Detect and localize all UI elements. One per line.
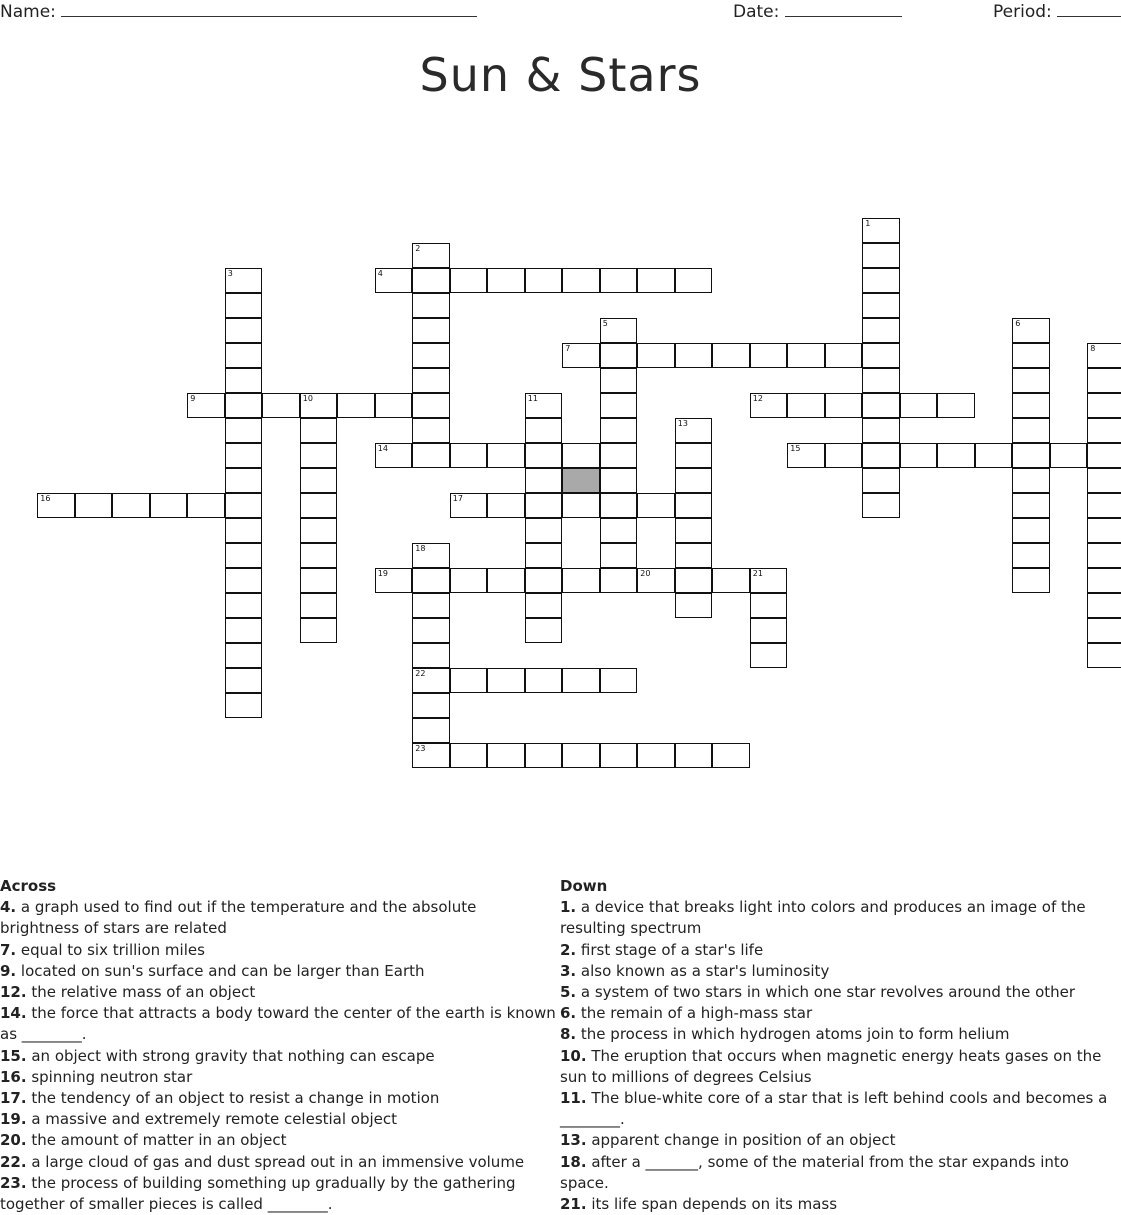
- grid-cell[interactable]: [37, 493, 75, 518]
- grid-cell[interactable]: [675, 518, 713, 543]
- across-clue: [0, 1003, 560, 1045]
- grid-cell[interactable]: [562, 668, 600, 693]
- clue-text: also known as a star's luminosity: [576, 961, 830, 980]
- clue-text: the remain of a high-mass star: [576, 1004, 813, 1023]
- grid-cell[interactable]: [1012, 393, 1050, 418]
- grid-cell[interactable]: [525, 518, 563, 543]
- clue-number-label: 4.: [0, 898, 17, 917]
- clue-number-label: 6.: [560, 1004, 577, 1023]
- down-clue: [560, 982, 1120, 1003]
- clue-number-label: 17.: [0, 1089, 27, 1108]
- grid-cell[interactable]: [225, 418, 263, 443]
- grid-cell[interactable]: [225, 443, 263, 468]
- grid-cell[interactable]: [412, 443, 450, 468]
- clue-number-label: 5.: [560, 983, 577, 1002]
- grid-cell[interactable]: [487, 493, 525, 518]
- grid-cell[interactable]: [75, 493, 113, 518]
- clue-number-label: 13.: [560, 1131, 587, 1150]
- grid-cell[interactable]: [525, 568, 563, 593]
- grid-cell[interactable]: [300, 493, 338, 518]
- down-clue: [560, 1194, 1120, 1215]
- grid-cell[interactable]: [862, 418, 900, 443]
- grid-cell[interactable]: [450, 268, 488, 293]
- clue-number: 20: [640, 569, 651, 579]
- grid-cell[interactable]: [225, 368, 263, 393]
- grid-cell[interactable]: [1087, 568, 1121, 593]
- grid-cell[interactable]: [225, 518, 263, 543]
- clue-text: the process in which hydrogen atoms join to form helium: [576, 1025, 1010, 1044]
- across-clue: [0, 1067, 560, 1088]
- grid-cell[interactable]: [675, 493, 713, 518]
- page-title: Sun & Stars: [419, 48, 702, 102]
- clue-text: equal to six trillion miles: [16, 940, 205, 959]
- clue-number-label: 16.: [0, 1067, 27, 1086]
- grid-cell[interactable]: [1087, 493, 1121, 518]
- clue-number-label: 20.: [0, 1131, 27, 1150]
- grid-cell[interactable]: [862, 218, 900, 243]
- grid-cell[interactable]: [300, 418, 338, 443]
- grid-cell[interactable]: [225, 293, 263, 318]
- grid-cell[interactable]: [937, 393, 975, 418]
- grid-cell[interactable]: [300, 468, 338, 493]
- clue-number-label: 15.: [0, 1046, 27, 1065]
- grid-cell[interactable]: [1087, 618, 1121, 643]
- grid-cell[interactable]: [300, 518, 338, 543]
- across-clue: [0, 982, 560, 1003]
- clue-number: 12: [752, 394, 763, 404]
- grid-cell[interactable]: [150, 493, 188, 518]
- grid-cell[interactable]: [487, 668, 525, 693]
- grid-cell[interactable]: [862, 268, 900, 293]
- grid-cell[interactable]: [300, 618, 338, 643]
- grid-cell[interactable]: [562, 743, 600, 768]
- clue-number-label: 19.: [0, 1110, 27, 1129]
- clue-text: a system of two stars in which one star revolves around the other: [576, 983, 1076, 1002]
- grid-cell[interactable]: [825, 393, 863, 418]
- down-list: [560, 897, 1120, 1215]
- grid-cell[interactable]: [412, 268, 450, 293]
- grid-cell[interactable]: [750, 618, 788, 643]
- clue-text: the process of building something up gradually by the gathering together of smaller pieces is called ________.: [0, 1173, 516, 1214]
- grid-cell[interactable]: [525, 493, 563, 518]
- grid-cell[interactable]: [600, 468, 638, 493]
- clue-text: a graph used to find out if the temperature and the absolute brightness of stars are related: [0, 898, 477, 938]
- across-clue: [0, 1152, 560, 1173]
- grid-cell[interactable]: [412, 743, 450, 768]
- grid-cell[interactable]: [562, 343, 600, 368]
- grid-cell[interactable]: [637, 743, 675, 768]
- clue-number-label: 2.: [560, 940, 577, 959]
- across-list: [0, 897, 560, 1215]
- grid-cell[interactable]: [787, 393, 825, 418]
- grid-cell[interactable]: [825, 343, 863, 368]
- grid-cell[interactable]: [1087, 368, 1121, 393]
- clue-text: The blue-white core of a star that is left behind cools and becomes a ________.: [560, 1089, 1108, 1129]
- grid-cell[interactable]: [862, 443, 900, 468]
- clue-text: the tendency of an object to resist a change in motion: [26, 1089, 440, 1108]
- clue-number-label: 11.: [560, 1089, 587, 1108]
- grid-cell[interactable]: [1012, 468, 1050, 493]
- clue-text: the force that attracts a body toward the center of the earth is known as ________.: [0, 1004, 556, 1044]
- across-heading: Across: [0, 877, 57, 895]
- grid-cell[interactable]: [337, 393, 375, 418]
- grid-cell[interactable]: [375, 393, 413, 418]
- grid-cell[interactable]: [862, 468, 900, 493]
- grid-cell[interactable]: [1012, 418, 1050, 443]
- across-clue: [0, 1130, 560, 1151]
- grid-cell[interactable]: [600, 418, 638, 443]
- clue-text: a device that breaks light into colors and produces an image of the resulting spectrum: [560, 898, 1086, 938]
- grid-cell[interactable]: [525, 593, 563, 618]
- clue-number: 6: [1015, 319, 1021, 329]
- grid-cell[interactable]: [450, 568, 488, 593]
- down-clues: [560, 876, 1120, 1215]
- grid-cell[interactable]: [225, 593, 263, 618]
- grid-cell[interactable]: [862, 393, 900, 418]
- grid-cell[interactable]: [862, 493, 900, 518]
- clue-number: 10: [302, 394, 313, 404]
- grid-cell[interactable]: [225, 568, 263, 593]
- grid-cell[interactable]: [262, 393, 300, 418]
- grid-cell[interactable]: [487, 268, 525, 293]
- grid-cell[interactable]: [525, 468, 563, 493]
- clue-number-label: 7.: [0, 940, 17, 959]
- grid-cell[interactable]: [525, 443, 563, 468]
- clue-text: its life span depends on its mass: [586, 1195, 838, 1214]
- clue-text: the amount of matter in an object: [26, 1131, 287, 1150]
- clue-number-label: 12.: [0, 983, 27, 1002]
- grid-cell[interactable]: [1087, 543, 1121, 568]
- grid-cell[interactable]: [412, 343, 450, 368]
- across-clue: [0, 940, 560, 961]
- grid-cell[interactable]: [412, 568, 450, 593]
- grid-cell[interactable]: [562, 268, 600, 293]
- grid-cell[interactable]: [412, 618, 450, 643]
- grid-cell[interactable]: [1012, 568, 1050, 593]
- clue-number-label: 1.: [560, 898, 577, 917]
- clue-number: 22: [415, 669, 426, 679]
- grid-cell[interactable]: [600, 518, 638, 543]
- grid-cell[interactable]: [1012, 518, 1050, 543]
- clue-text: the relative mass of an object: [26, 983, 256, 1002]
- grid-cell[interactable]: [637, 268, 675, 293]
- clue-number-label: 10.: [560, 1046, 587, 1065]
- grid-cell[interactable]: [412, 643, 450, 668]
- clue-number: 11: [527, 394, 538, 404]
- clue-text: The eruption that occurs when magnetic energy heats gases on the sun to millions of degrees Celsius: [560, 1046, 1102, 1086]
- grid-cell[interactable]: [525, 618, 563, 643]
- grid-cell[interactable]: [412, 243, 450, 268]
- grid-cell[interactable]: [600, 543, 638, 568]
- grid-cell[interactable]: [1087, 443, 1121, 468]
- grid-cell[interactable]: [1012, 543, 1050, 568]
- grid-cell[interactable]: [487, 443, 525, 468]
- grid-cell[interactable]: [750, 393, 788, 418]
- grid-cell[interactable]: [412, 543, 450, 568]
- grid-cell[interactable]: [412, 718, 450, 743]
- grid-cell[interactable]: [712, 568, 750, 593]
- grid-cell[interactable]: [525, 393, 563, 418]
- grid-cell[interactable]: [712, 343, 750, 368]
- grid-cell[interactable]: [675, 543, 713, 568]
- down-clue: [560, 1088, 1120, 1130]
- grid-cell[interactable]: [600, 493, 638, 518]
- clue-number: 9: [190, 394, 196, 404]
- grid-cell[interactable]: [375, 443, 413, 468]
- grid-cell[interactable]: [1087, 418, 1121, 443]
- grid-cell[interactable]: [675, 268, 713, 293]
- grid-cell[interactable]: [600, 393, 638, 418]
- grid-cell[interactable]: [225, 543, 263, 568]
- down-clue: [560, 1152, 1120, 1194]
- clue-number: 7: [565, 344, 571, 354]
- grid-cell[interactable]: [412, 693, 450, 718]
- clue-text: after a _______, some of the material from the star expands into space.: [560, 1152, 1069, 1192]
- across-clue: [0, 1173, 560, 1215]
- down-clue: [560, 940, 1120, 961]
- across-clue: [0, 961, 560, 982]
- grid-cell[interactable]: [637, 568, 675, 593]
- clue-number: 1: [865, 219, 871, 229]
- grid-cell[interactable]: [487, 568, 525, 593]
- grid-cell[interactable]: [525, 418, 563, 443]
- grid-cell[interactable]: [375, 268, 413, 293]
- grid-cell[interactable]: [600, 743, 638, 768]
- grid-cell[interactable]: [562, 568, 600, 593]
- grid-cell[interactable]: [225, 618, 263, 643]
- clue-text: apparent change in position of an object: [586, 1131, 896, 1150]
- grid-cell[interactable]: [975, 443, 1013, 468]
- grid-cell[interactable]: [112, 493, 150, 518]
- clue-number-label: 22.: [0, 1152, 27, 1171]
- grid-cell[interactable]: [300, 593, 338, 618]
- grid-cell[interactable]: [412, 293, 450, 318]
- grid-cell[interactable]: [225, 343, 263, 368]
- clue-text: a massive and extremely remote celestial object: [26, 1110, 398, 1129]
- grid-cell[interactable]: [412, 668, 450, 693]
- shaded-cell: [562, 468, 600, 493]
- grid-cell[interactable]: [900, 443, 938, 468]
- clue-number: 14: [377, 444, 388, 454]
- grid-cell[interactable]: [787, 443, 825, 468]
- across-clue: [0, 897, 560, 939]
- clue-number: 18: [415, 544, 426, 554]
- clue-number: 15: [790, 444, 801, 454]
- grid-cell[interactable]: [450, 443, 488, 468]
- grid-cell[interactable]: [600, 668, 638, 693]
- clue-text: first stage of a star's life: [576, 940, 764, 959]
- clue-number: 8: [1090, 344, 1096, 354]
- clue-number-label: 21.: [560, 1195, 587, 1214]
- across-clue: [0, 1046, 560, 1067]
- grid-cell[interactable]: [600, 443, 638, 468]
- grid-cell[interactable]: [637, 343, 675, 368]
- clue-number: 23: [415, 744, 426, 754]
- grid-cell[interactable]: [675, 593, 713, 618]
- down-clue: [560, 1130, 1120, 1151]
- down-clue: [560, 1024, 1120, 1045]
- grid-cell[interactable]: [1012, 368, 1050, 393]
- grid-cell[interactable]: [1087, 593, 1121, 618]
- grid-cell[interactable]: [712, 743, 750, 768]
- grid-cell[interactable]: [675, 418, 713, 443]
- grid-cell[interactable]: [487, 743, 525, 768]
- grid-cell[interactable]: [750, 643, 788, 668]
- grid-cell[interactable]: [600, 318, 638, 343]
- grid-cell[interactable]: [750, 568, 788, 593]
- period-label: Period:: [993, 2, 1052, 22]
- clue-text: spinning neutron star: [26, 1067, 193, 1086]
- grid-cell[interactable]: [225, 643, 263, 668]
- grid-cell[interactable]: [675, 468, 713, 493]
- grid-cell[interactable]: [412, 368, 450, 393]
- grid-cell[interactable]: [300, 393, 338, 418]
- grid-cell[interactable]: [187, 393, 225, 418]
- clue-number: 19: [377, 569, 388, 579]
- grid-cell[interactable]: [750, 593, 788, 618]
- grid-cell[interactable]: [562, 493, 600, 518]
- grid-cell[interactable]: [1012, 343, 1050, 368]
- grid-cell[interactable]: [225, 493, 263, 518]
- grid-cell[interactable]: [225, 268, 263, 293]
- grid-cell[interactable]: [1012, 443, 1050, 468]
- grid-cell[interactable]: [1087, 343, 1121, 368]
- grid-cell[interactable]: [300, 443, 338, 468]
- clue-number-label: 9.: [0, 961, 17, 980]
- down-clue: [560, 897, 1120, 939]
- clue-number: 4: [377, 269, 383, 279]
- clue-number: 2: [415, 244, 421, 254]
- grid-cell[interactable]: [862, 343, 900, 368]
- grid-cell[interactable]: [225, 468, 263, 493]
- grid-cell[interactable]: [1012, 493, 1050, 518]
- across-clue: [0, 1088, 560, 1109]
- grid-cell[interactable]: [1050, 443, 1088, 468]
- grid-cell[interactable]: [862, 243, 900, 268]
- clue-number-label: 3.: [560, 961, 577, 980]
- down-clue: [560, 1003, 1120, 1024]
- grid-cell[interactable]: [225, 393, 263, 418]
- grid-cell[interactable]: [1087, 468, 1121, 493]
- clue-number: 17: [452, 494, 463, 504]
- grid-cell[interactable]: [450, 493, 488, 518]
- grid-cell[interactable]: [412, 593, 450, 618]
- grid-cell[interactable]: [225, 318, 263, 343]
- grid-cell[interactable]: [600, 343, 638, 368]
- grid-cell[interactable]: [225, 693, 263, 718]
- grid-cell[interactable]: [300, 568, 338, 593]
- down-heading: Down: [560, 877, 608, 895]
- clue-number-label: 18.: [560, 1152, 587, 1171]
- clue-number: 3: [227, 269, 233, 279]
- clue-number: 5: [602, 319, 608, 329]
- grid-cell[interactable]: [300, 543, 338, 568]
- clue-text: a large cloud of gas and dust spread out in an immensive volume: [26, 1152, 525, 1171]
- name-label: Name:: [0, 2, 56, 22]
- grid-cell[interactable]: [600, 368, 638, 393]
- clue-number-label: 23.: [0, 1173, 27, 1192]
- grid-cell[interactable]: [862, 318, 900, 343]
- grid-cell[interactable]: [675, 443, 713, 468]
- grid-cell[interactable]: [787, 343, 825, 368]
- grid-cell[interactable]: [450, 668, 488, 693]
- grid-cell[interactable]: [937, 443, 975, 468]
- grid-cell[interactable]: [900, 393, 938, 418]
- clue-number-label: 14.: [0, 1004, 27, 1023]
- grid-cell[interactable]: [825, 443, 863, 468]
- grid-cell[interactable]: [637, 493, 675, 518]
- grid-cell[interactable]: [600, 268, 638, 293]
- grid-cell[interactable]: [450, 743, 488, 768]
- grid-cell[interactable]: [412, 318, 450, 343]
- grid-cell[interactable]: [1087, 518, 1121, 543]
- grid-cell[interactable]: [187, 493, 225, 518]
- grid-cell[interactable]: [412, 418, 450, 443]
- grid-cell[interactable]: [525, 668, 563, 693]
- grid-cell[interactable]: [525, 268, 563, 293]
- grid-cell[interactable]: [1012, 318, 1050, 343]
- grid-cell[interactable]: [525, 743, 563, 768]
- clue-number: 13: [677, 419, 688, 429]
- grid-cell[interactable]: [525, 543, 563, 568]
- clue-number: 16: [40, 494, 51, 504]
- grid-cell[interactable]: [862, 293, 900, 318]
- grid-cell[interactable]: [600, 568, 638, 593]
- grid-cell[interactable]: [750, 343, 788, 368]
- grid-cell[interactable]: [675, 343, 713, 368]
- grid-cell[interactable]: [675, 743, 713, 768]
- clue-text: located on sun's surface and can be larger than Earth: [16, 961, 425, 980]
- down-clue: [560, 961, 1120, 982]
- across-clue: [0, 1109, 560, 1130]
- clue-number: 21: [752, 569, 763, 579]
- across-clues: [0, 876, 560, 1215]
- grid-cell[interactable]: [225, 668, 263, 693]
- down-clue: [560, 1046, 1120, 1088]
- date-label: Date:: [733, 2, 780, 22]
- clue-text: an object with strong gravity that nothing can escape: [26, 1046, 435, 1065]
- grid-cell[interactable]: [375, 568, 413, 593]
- grid-cell[interactable]: [562, 443, 600, 468]
- clue-number-label: 8.: [560, 1025, 577, 1044]
- grid-cell[interactable]: [1087, 393, 1121, 418]
- grid-cell[interactable]: [1087, 643, 1121, 668]
- grid-cell[interactable]: [412, 393, 450, 418]
- grid-cell[interactable]: [675, 568, 713, 593]
- grid-cell[interactable]: [862, 368, 900, 393]
